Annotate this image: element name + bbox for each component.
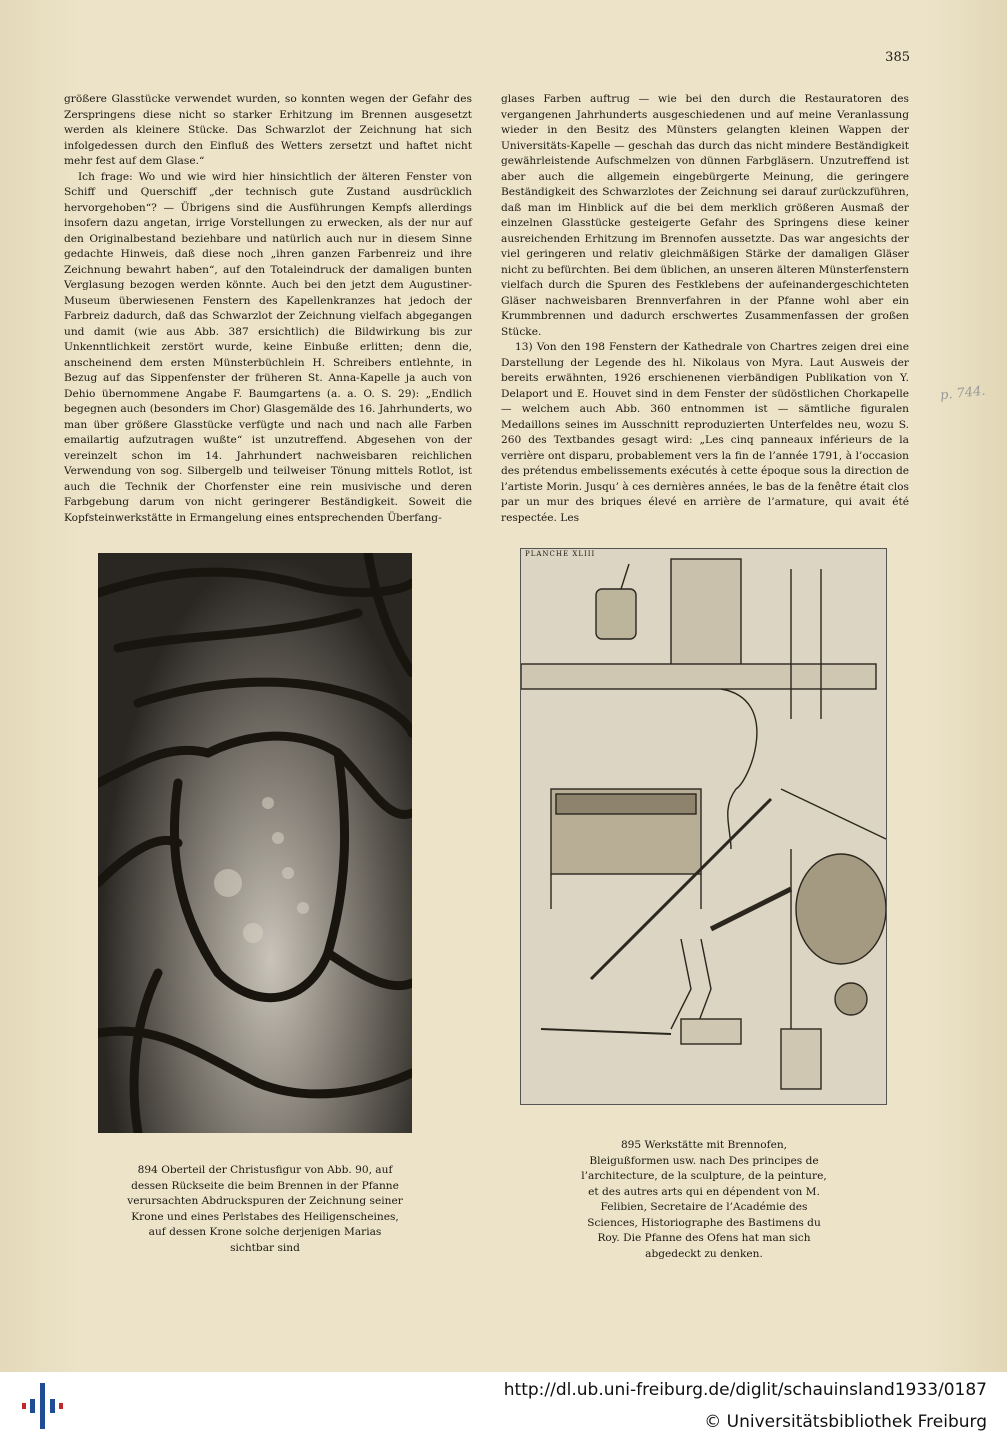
footer-bar xyxy=(0,1372,1007,1441)
page-number: 385 xyxy=(885,50,910,65)
right-text-column xyxy=(501,92,909,526)
pencil-annotation: p. 744. xyxy=(939,383,987,404)
kiln-illustration xyxy=(521,549,886,1104)
stained-glass-photo xyxy=(98,553,412,1133)
figure-895-caption: 895 Werkstätte mit Brennofen, Bleigußformen usw. nach Des principes de l’architecture, de la sculpture, de la peinture, et des autres arts qui en dépendent von M. Felibien, Secretaire de l’Académie des Sciences, Historiographe des Bastimens du Roy. Die Pfanne des Ofens hat man sich abgedeckt zu denken. xyxy=(581,1139,827,1260)
permalink-url[interactable]: http://dl.ub.uni-freiburg.de/diglit/schauinsland1933/0187 xyxy=(503,1380,987,1400)
paragraph: Ich frage: Wo und wie wird hier hinsichtlich der älteren Fenster von Schiff und Querschiff „der technisch gute Zustand ausdrücklich hervorgehoben“? — Übrigens sind die Ausführungen Kempfs allerdings insofern dazu angetan, irrige Vorstellungen zu erwecken, als der nur auf den Originalbestand beziehbare und natürlich auch nur in diesem Sinne gedachte Hinweis, daß diese noch „ihren ganzen Farbenreiz und ihre Zeichnung bewahrt haben“, auf den Totaleindruck der damaligen bunten Verglasung bezogen werden könnte. Auch bei den jetzt dem Augustiner-Museum überwiesenen Fenstern des Kapellenkranzes hat jedoch der Farbreiz dadurch, daß das Schwarzlot der Zeichnung vielfach abgegangen und damit (wie aus Abb. 387 ersichtlich) die Bildwirkung bis zur Unkenntlichkeit zerstört wurde, keine Einbuße erlitten; denn die, anscheinend dem ersten Münsterbüchlein H. Schreibers entlehnte, in Bezug auf das Sippenfenster der früheren St. Anna-Kapelle ja auch von Dehio übernommene Angabe F. Baumgartens (a. a. O. S. 29): „Endlich begegnen auch (besonders im Chor) Glasgemälde des 16. Jahrhunderts, wo man über größere Glasstücke verfügte und nach und nach alle Farben emailartig aufzutragen wußte“ ist unzutreffend. Abgesehen von der vereinzelt schon im 14. Jahrhundert nachweisbaren reichlichen Verwendung von sog. Silbergelb und teilweiser Tönung mittels Rotlot, ist auch die Technik der Chorfenster eine rein musivische und deren Farbgebung darum von nicht geringerer Beständigkeit. Soweit die Kopfsteinwerkstätte in Ermangelung eines entsprechenden Überfang- xyxy=(64,170,472,524)
library-logo xyxy=(22,1381,64,1431)
left-text-column xyxy=(64,92,472,526)
lead-lines-illustration xyxy=(98,553,412,1133)
paragraph: 13) Von den 198 Fenstern der Kathedrale von Chartres zeigen drei eine Darstellung der Legende des hl. Nikolaus von Myra. Laut Ausweis der bereits erwähnten, 1926 erschienenen vierbändigen Publikation von Y. Delaport und E. Houvet sind in dem Fenster der südöstlichen Chorkapelle — welchem auch Abb. 360 entnommen ist — sämtliche figuralen Medaillons seines im Ausschnitt reproduzierten Unterfeldes neu, wozu S. 260 des Textbandes gesagt wird: „Les cinq panneaux inférieurs de la verrière ont disparu, probablement vers la fin de l’année 1791, à l’occasion des prétendus embelissements exécutés à cette époque sous la direction de l’artiste Morin. Jusqu’ à ces dernières années, le bas de la fenêtre était clos par un mur des briques élevé en arrière de l’armature, qui avait été respectée. Les xyxy=(501,341,909,524)
paragraph: glases Farben auftrug — wie bei den durch die Restauratoren des vergangenen Jahrhunderts ausgeschiedenen und auf meine Veranlassung wieder in den Besitz des Münsters gelangten kleinen Wappen der Universitäts-Kapelle — geschah das durch das nicht mindere Beständigkeit gewährleistende Aufschmelzen von dünnen Farbgläsern. Unzutreffend ist aber auch die allgemein eingebürgerte Meinung, die geringere Beständigkeit des Schwarzlotes der Zeichnung sei darauf zurückzuführen, daß man im Hinblick auf die bei dem merklich größeren Ausmaß der einzelnen Glasstücke gesteigerte Gefahr des Springens diese keiner ausreichenden Erhitzung im Brennofen aussetzte. Das war angesichts der viel geringeren und relativ gleichmäßigen Stärke der damaligen Gläser nicht zu befürchten. Bei dem üblichen, an unseren älteren Münsterfenstern vielfach durch die Spuren des Festklebens der aufeinandergeschichteten Gläser nachweisbaren Brennverfahren in der Pfanne wohl aber ein Krummbrennen und dadurch erschwertes Zusammenfassen der großen Stücke. xyxy=(501,93,909,338)
copyright-text: © Universitätsbibliothek Freiburg xyxy=(704,1412,987,1432)
workshop-engraving xyxy=(520,548,887,1105)
paragraph: größere Glasstücke verwendet wurden, so konnten wegen der Gefahr des Zerspringens diese nicht so starker Erhitzung im Brennen ausgesetzt werden als kleinere Stücke. Das Schwarzlot der Zeichnung hat sich infolgedessen durch den Einfluß des Wetters zersetzt und haftet nicht mehr fest auf dem Glase.“ xyxy=(64,93,472,167)
figure-894-caption: 894 Oberteil der Christusfigur von Abb. 90, auf dessen Rückseite die beim Brennen in der Pfanne verursachten Abdruckspuren der Zeichnung seiner Krone und eines Perlstabes des Heiligenscheines, auf dessen Krone solche derjenigen Marias sichtbar sind xyxy=(127,1164,403,1254)
plate-label: PLANCHE XLIII xyxy=(525,550,596,558)
